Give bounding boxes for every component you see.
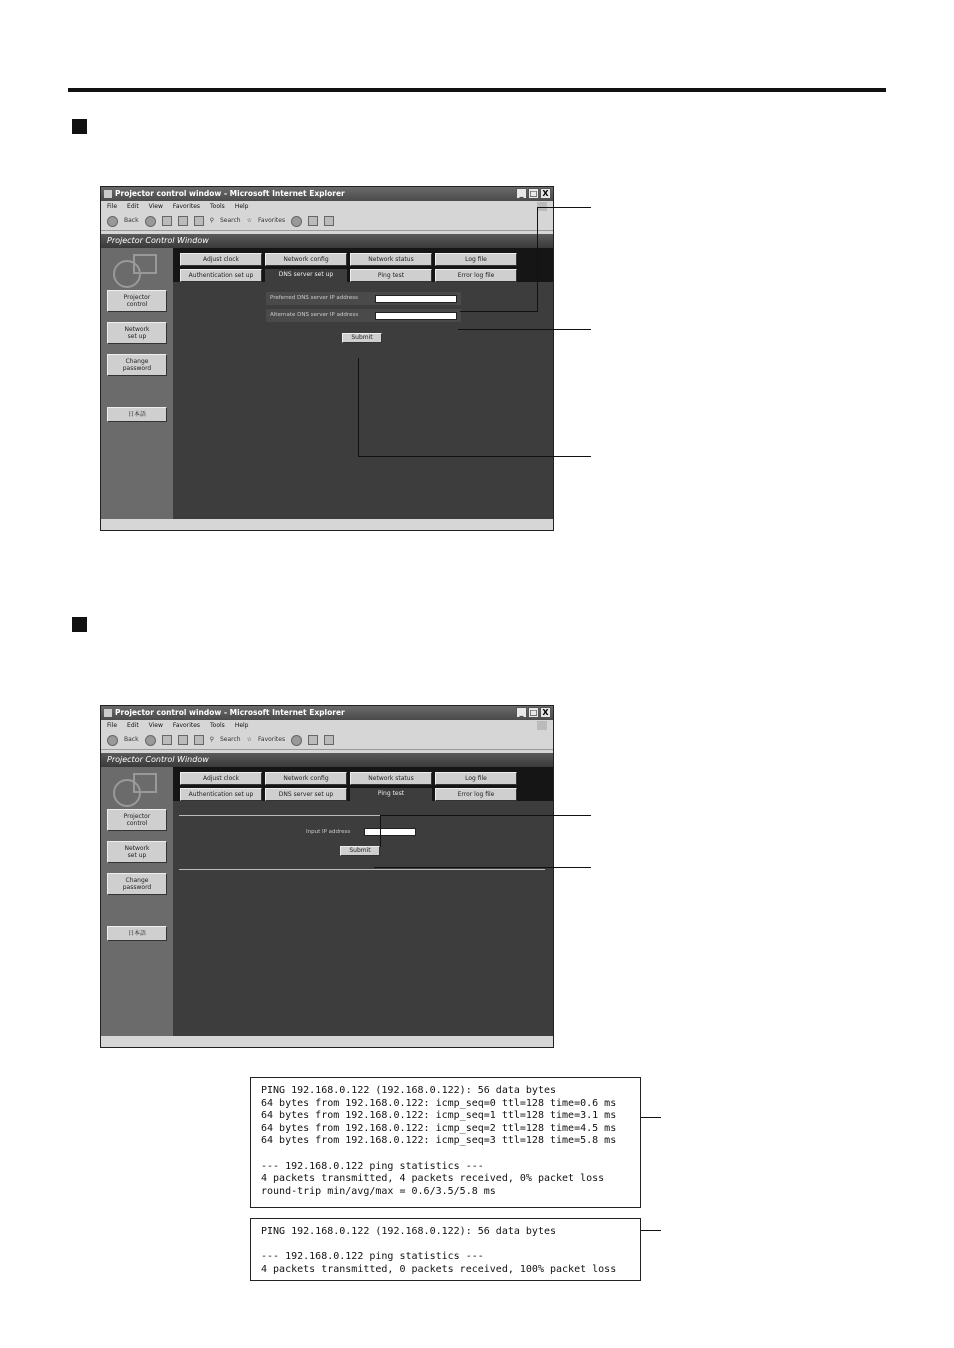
media-icon[interactable]	[291, 216, 302, 227]
close-button[interactable]: X	[540, 707, 551, 718]
title-bar	[101, 187, 553, 201]
section-marker-ping	[72, 617, 87, 632]
tab-network-config[interactable]: Network config	[265, 772, 347, 785]
favorites-label[interactable]: Favorites	[258, 736, 286, 743]
divider	[179, 869, 545, 870]
page-title: Projector Control Window	[101, 234, 553, 248]
callout-line	[458, 329, 591, 330]
tab-dns-server-setup[interactable]: DNS server set up	[265, 269, 347, 282]
toolbar	[101, 212, 553, 231]
callout-line	[358, 456, 591, 457]
tab-log-file[interactable]: Log file	[435, 253, 517, 266]
back-arrow-icon[interactable]	[107, 735, 118, 746]
input-ip-label: Input IP address	[306, 829, 351, 835]
change-password-button[interactable]: Change password	[107, 873, 167, 895]
menu-bar	[101, 201, 553, 212]
callout-line	[460, 311, 538, 312]
search-icon[interactable]: ⚲	[209, 736, 214, 743]
media-icon[interactable]	[291, 735, 302, 746]
callout-line	[358, 358, 359, 456]
section-marker-dns	[72, 119, 87, 134]
refresh-icon[interactable]	[178, 735, 188, 745]
sidebar	[101, 248, 173, 519]
content-area	[101, 248, 553, 519]
callout-line	[380, 815, 591, 816]
tab-network-status[interactable]: Network status	[350, 772, 432, 785]
dns-submit-button[interactable]: Submit	[342, 333, 382, 343]
callout-line	[537, 207, 591, 208]
mail-icon[interactable]	[308, 216, 318, 226]
callout-line	[641, 1230, 661, 1231]
maximize-button[interactable]: □	[529, 189, 538, 198]
search-icon[interactable]: ⚲	[209, 217, 214, 224]
projector-logo-icon	[113, 773, 157, 809]
favorites-star-icon[interactable]: ☆	[246, 217, 252, 224]
browser-window-ping	[100, 705, 554, 1048]
japanese-language-button[interactable]: 日本語	[107, 407, 167, 422]
tab-ping-test[interactable]: Ping test	[350, 269, 432, 282]
japanese-language-button[interactable]: 日本語	[107, 926, 167, 941]
preferred-dns-input[interactable]	[375, 295, 457, 303]
home-icon[interactable]	[194, 216, 204, 226]
tab-adjust-clock[interactable]: Adjust clock	[180, 253, 262, 266]
menu-bar	[101, 720, 553, 731]
refresh-icon[interactable]	[178, 216, 188, 226]
network-setup-button[interactable]: Network set up	[107, 322, 167, 344]
close-button[interactable]: X	[540, 188, 551, 199]
search-label[interactable]: Search	[219, 217, 241, 224]
ie-icon	[104, 190, 112, 198]
tab-error-log-file[interactable]: Error log file	[435, 788, 517, 801]
menu-tools[interactable]: Tools	[210, 722, 225, 729]
menu-favorites[interactable]: Favorites	[172, 203, 201, 210]
alternate-dns-input[interactable]	[375, 312, 457, 320]
menu-file[interactable]: File	[107, 203, 118, 210]
tab-error-log-file[interactable]: Error log file	[435, 269, 517, 282]
tab-network-config[interactable]: Network config	[265, 253, 347, 266]
page-title: Projector Control Window	[101, 753, 553, 767]
stop-icon[interactable]	[162, 216, 172, 226]
back-label[interactable]: Back	[124, 736, 139, 743]
back-label[interactable]: Back	[124, 217, 139, 224]
tab-area	[173, 248, 553, 282]
stop-icon[interactable]	[162, 735, 172, 745]
windows-flag-icon	[537, 721, 547, 730]
callout-line	[380, 815, 381, 847]
menu-favorites[interactable]: Favorites	[172, 722, 201, 729]
menu-edit[interactable]: Edit	[127, 203, 139, 210]
projector-logo-icon	[113, 254, 157, 290]
window-title: Projector control window - Microsoft Internet Explorer	[115, 708, 345, 717]
title-bar	[101, 706, 553, 720]
projector-control-button[interactable]: Projector control	[107, 290, 167, 312]
alternate-dns-label: Alternate DNS server IP address	[270, 312, 359, 318]
favorites-star-icon[interactable]: ☆	[246, 736, 252, 743]
sidebar	[101, 767, 173, 1036]
back-arrow-icon[interactable]	[107, 216, 118, 227]
ping-submit-button[interactable]: Submit	[340, 846, 380, 856]
favorites-label[interactable]: Favorites	[258, 217, 286, 224]
maximize-button[interactable]: □	[529, 708, 538, 717]
print-icon[interactable]	[324, 735, 334, 745]
callout-line	[537, 207, 538, 311]
menu-help[interactable]: Help	[234, 722, 249, 729]
browser-window-dns	[100, 186, 554, 531]
callout-line	[641, 1117, 661, 1118]
tab-network-status[interactable]: Network status	[350, 253, 432, 266]
tab-ping-test[interactable]: Ping test	[350, 788, 432, 801]
menu-edit[interactable]: Edit	[127, 722, 139, 729]
tab-area	[173, 767, 553, 801]
preferred-dns-label: Preferred DNS server IP address	[270, 295, 359, 301]
header-rule	[68, 88, 886, 92]
minimize-button[interactable]: _	[516, 707, 527, 718]
content-area	[101, 767, 553, 1036]
print-icon[interactable]	[324, 216, 334, 226]
ie-icon	[104, 709, 112, 717]
toolbar	[101, 731, 553, 750]
callout-line	[374, 867, 591, 868]
home-icon[interactable]	[194, 735, 204, 745]
mail-icon[interactable]	[308, 735, 318, 745]
ping-failure-output: PING 192.168.0.122 (192.168.0.122): 56 data bytes --- 192.168.0.122 ping statistics --- 4 packets transmitted, 0 packets received, 100% packet loss	[250, 1218, 641, 1281]
menu-view[interactable]: View	[148, 203, 163, 210]
menu-help[interactable]: Help	[234, 203, 249, 210]
change-password-button[interactable]: Change password	[107, 354, 167, 376]
menu-view[interactable]: View	[148, 722, 163, 729]
tab-log-file[interactable]: Log file	[435, 772, 517, 785]
menu-file[interactable]: File	[107, 722, 118, 729]
tab-adjust-clock[interactable]: Adjust clock	[180, 772, 262, 785]
ping-success-output: PING 192.168.0.122 (192.168.0.122): 56 data bytes 64 bytes from 192.168.0.122: icmp_seq=0 ttl=128 time=0.6 ms 64 bytes from 192.168.0.122: icmp_seq=1 ttl=128 time=3.1 ms 64 bytes from 192.168.0.122: icmp_seq=2 ttl=128 time=4.5 ms 64 bytes from 192.168.0.122: icmp_seq=3 ttl=128 time=5.8 ms --- 192.168.0.122 ping statistics --- 4 packets transmitted, 4 packets received, 0% packet loss round-trip min/avg/max = 0.6/3.5/5.8 ms	[250, 1077, 641, 1208]
projector-control-button[interactable]: Projector control	[107, 809, 167, 831]
tab-authentication-setup[interactable]: Authentication set up	[180, 788, 262, 801]
tab-dns-server-setup[interactable]: DNS server set up	[265, 788, 347, 801]
ping-ip-input[interactable]	[364, 828, 416, 836]
tab-authentication-setup[interactable]: Authentication set up	[180, 269, 262, 282]
forward-arrow-icon[interactable]	[145, 735, 156, 746]
network-setup-button[interactable]: Network set up	[107, 841, 167, 863]
window-title: Projector control window - Microsoft Internet Explorer	[115, 189, 345, 198]
forward-arrow-icon[interactable]	[145, 216, 156, 227]
menu-tools[interactable]: Tools	[210, 203, 225, 210]
minimize-button[interactable]: _	[516, 188, 527, 199]
search-label[interactable]: Search	[219, 736, 241, 743]
